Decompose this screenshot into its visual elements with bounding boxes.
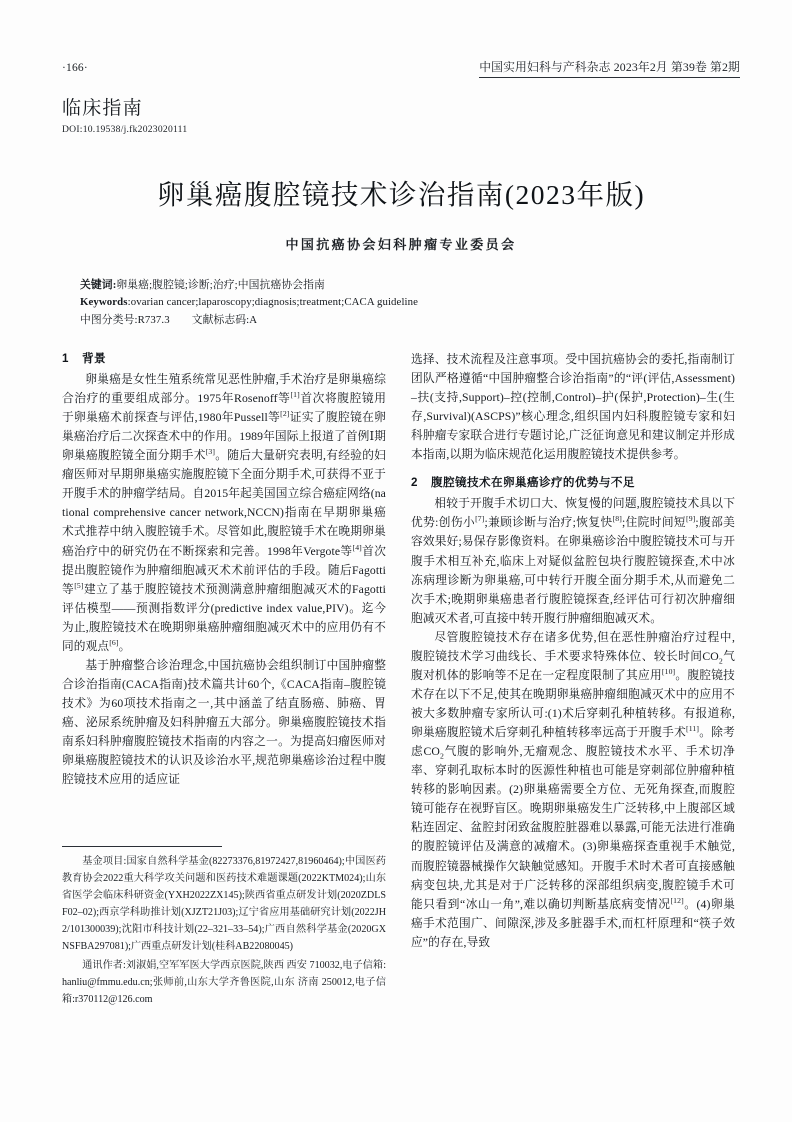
text-run: 。 <box>118 639 131 653</box>
footnote-correspondence <box>62 958 386 1009</box>
text-run: 气腹的影响外,无瘤观念、腹腔镜技术水平、手术切净率、穿刺孔取标本时的医源性种植也可能是穿刺部位肿瘤种植转移的影响因素。(2)卵巢癌需要全方位、无死角探查,而腹腔镜可能存在视野盲区。晚期卵巢癌发生广泛转移,中上腹部区域粘连固定、盆腔封闭致盆腹腔脏器难以暴露,可能无法进行准确的腹腔镜评估及满意的减瘤术。(3)卵巢癌探查重视手术触觉,而腹腔镜器械操作欠缺触觉感知。开腹手术时术者可直接感触病变包块,尤其是对于广泛转移的深部组织病变,腹腔镜手术可能只看到“冰山一角”,难以确切判断基底病变情况 <box>411 745 735 911</box>
text-run: 证实了腹腔镜在卵巢癌治疗后二次探查术中的作用。1989年国际上报道了首例Ⅰ期卵巢癌腹腔镜全面分期手术 <box>62 411 386 463</box>
keywords-en-value: :ovarian cancer;laparoscopy;diagnosis;treatment;CACA guideline <box>127 296 419 309</box>
article-category-block <box>62 98 187 135</box>
keywords-cn-value: 卵巢癌;腹腔镜;诊断;治疗;中国抗癌协会指南 <box>116 279 325 291</box>
text-run: 。随后大量研究表明,有经验的妇瘤医师对早期卵巢癌实施腹腔镜下全面分期手术,可获得不亚于开腹手术的肿瘤学结局。自2015年起美国国立综合癌症网络(national comprehensive cancer network,NCCN)指南在早期卵巢癌术式推荐中纳入腹腔镜手术。尽管如此,腹腔镜手术在晚期卵巢癌治疗中的研究仍在不断探索和完善。1998年Vergote等 <box>62 449 386 558</box>
doc-code-label: 文献标志码: <box>191 313 250 326</box>
footnote-correspondence-label: 通讯作者: <box>82 959 126 971</box>
footnote-funding <box>62 854 386 956</box>
page-title: 卵巢癌腹腔镜技术诊治指南(2023年版) <box>156 179 646 210</box>
journal-issue-line: 中国实用妇科与产科杂志 2023年2月 第39卷 第2期 <box>479 58 740 78</box>
column-left <box>62 350 386 789</box>
citation-ref: [4] <box>352 542 362 552</box>
section-title: 腹腔镜技术在卵巢癌诊疗的优势与不足 <box>431 476 635 490</box>
text-run: 尽管腹腔镜技术存在诸多优势,但在恶性肿瘤治疗过程中,腹腔镜技术学习曲线长、手术要求特殊体位、较长时间CO <box>411 630 735 663</box>
text-run: 气腹对机体的影响等不足在一定程度限制了其应用 <box>411 649 736 682</box>
citation-ref: [6] <box>109 637 119 647</box>
column-right <box>411 350 735 952</box>
text-run: ;住院时间短 <box>621 516 686 530</box>
paragraph-advantages-2 <box>411 628 735 952</box>
text-run: 建立了基于腹腔镜技术预测满意肿瘤细胞减灭术的Fagotti评估模型——预测指数评分(predictive index value,PIV)。迄今为止,腹腔镜技术在晚期卵巢癌肿瘤细胞减灭术中的应用仍有不同的观点 <box>62 582 386 653</box>
section-heading-advantages <box>411 474 735 492</box>
footnote-correspondence-text: 刘淑娟,空军军医大学西京医院,陕西 西安 710032,电子信箱:hanliu@fmmu.edu.cn;张师前,山东大学齐鲁医院,山东 济南 250012,电子信箱:r370112@126.com <box>62 959 386 1005</box>
citation-ref: [9] <box>686 514 696 524</box>
citation-ref: [1] <box>290 390 300 400</box>
paragraph-advantages-1 <box>411 494 735 627</box>
citation-ref: [5] <box>74 580 84 590</box>
citation-ref: [12] <box>670 895 684 905</box>
footnote-block <box>62 846 386 1011</box>
clc-label: 中图分类号: <box>80 313 138 326</box>
author-affiliation: 中国抗癌协会妇科肿瘤专业委员会 <box>285 237 517 253</box>
text-run: 首次提出腹腔镜作为肿瘤细胞减灭术术前评估的手段。随后Fagotti等 <box>62 544 386 596</box>
citation-ref: [8] <box>612 514 622 524</box>
citation-ref: [3] <box>205 447 216 457</box>
subscript-run: 2 <box>718 656 723 666</box>
text-run: 首次将腹腔镜用于卵巢癌术前探查与评估,1980年Pussell等 <box>62 392 387 425</box>
doi-label: DOI:10.19538/j.fk2023020111 <box>62 123 188 135</box>
text-run: 卵巢癌是女性生殖系统常见恶性肿瘤,手术治疗是卵巢癌综合治疗的重要组成部分。1975年Rosenoff等 <box>62 372 386 406</box>
text-run: 相较于开腹手术切口大、恢复慢的问题,腹腔镜技术具以下优势:创伤小 <box>411 497 735 530</box>
text-run: 。(4)卵巢癌手术范围广、间隙深,涉及多脏器手术,而杠杆原理和“筷子效应”的存在,导致 <box>411 897 735 949</box>
footnote-rule <box>62 846 222 847</box>
text-run: 。除考虑CO <box>411 726 735 759</box>
title-block <box>62 178 740 253</box>
section-number: 1 <box>62 352 69 365</box>
citation-ref: [10] <box>661 667 676 677</box>
article-metadata <box>80 277 732 329</box>
keywords-cn-row <box>80 277 732 294</box>
clc-value: R737.3 <box>137 313 170 326</box>
paragraph-background-2-continued: 选择、技术流程及注意事项。受中国抗癌协会的委托,指南制订团队严格遵循“中国肿瘤整合诊治指南”的“评(评估,Assessment)–扶(支持,Support)–控(控制,Control)–护(保护,Protection)–生(生存,Survival)(ASCPS)”核心理念,组织国内妇科腹腔镜专家和妇科肿瘤专家联合进行专题讨论,广泛征询意见和建议制定并形成本指南,以期为临床规范化运用腹腔镜技术提供参考。 <box>411 353 735 462</box>
citation-ref: [7] <box>475 514 485 524</box>
doc-code-value: A <box>249 313 258 326</box>
citation-ref: [11] <box>686 724 700 734</box>
keywords-en-row <box>80 294 732 311</box>
section-title: 背景 <box>82 352 106 365</box>
footnote-funding-label: 基金项目: <box>82 856 127 867</box>
page-folio: ·166· <box>62 62 88 74</box>
running-head <box>62 58 740 80</box>
keywords-en-label: Keywords <box>80 296 128 309</box>
section-number: 2 <box>411 476 418 490</box>
text-run: 。腹腔镜技术存在以下不足,使其在晚期卵巢癌肿瘤细胞减灭术中的应用不被大多数肿瘤专家所认可:(1)术后穿刺孔种植转移。有报道称,卵巢癌腹腔镜术后穿刺孔种植转移率远高于开腹手术 <box>411 668 735 740</box>
keywords-cn-label: 关键词: <box>80 279 117 291</box>
paragraph-background-1 <box>62 370 386 656</box>
text-run: ;腹部美容效果好;易保存影像资料。在卵巢癌诊治中腹腔镜技术可与开腹手术相互补充,临床上对疑似盆腔包块行腹腔镜探查,术中冰冻病理诊断为卵巢癌,可中转行开腹全面分期手术,从而避免二次手术;晚期卵巢癌患者行腹腔镜探查,经评估可行初次肿瘤细胞减灭术者,可直接中转开腹行肿瘤细胞减灭术。 <box>411 516 735 625</box>
section-heading-background <box>62 350 386 368</box>
subscript-run: 2 <box>439 751 444 761</box>
footnote-funding-text: 国家自然科学基金(82273376,81972427,81960464);中国医药教育协会2022重大科学攻关问题和医药技术难题课题(2022KTM024);山东省医学会临床科研资金(YXH2022ZX145);陕西省重点研发计划(2020ZDLSF02–02);西京学科助推计划(XJZT21J03);辽宁省应用基础研究计划(2022JH2/101300039);沈阳市科技计划(22–321–33–54);广西自然科学基金(2020GXNSFBA297081);广西重点研发计划(桂科AB22080045) <box>62 856 386 952</box>
article-category-label: 临床指南 <box>62 98 143 119</box>
text-run: ;兼顾诊断与治疗;恢复快 <box>484 516 613 530</box>
classification-row <box>80 312 732 329</box>
paragraph-background-2: 基于肿瘤整合诊治理念,中国抗癌协会组织制订中国肿瘤整合诊治指南(CACA指南)技术篇共计60个,《CACA指南–腹腔镜技术》为60项技术指南之一,其中涵盖了结直肠癌、肺癌、胃癌、泌尿系统肿瘤及妇科肿瘤五大部分。卵巢癌腹腔镜技术指南系妇科肿瘤腹腔镜技术指南的内容之一。为提高妇瘤医师对卵巢癌腹腔镜技术的认识及诊治水平,规范卵巢癌诊治过程中腹腔镜技术应用的适应证 <box>62 658 386 787</box>
citation-ref: [2] <box>280 409 290 419</box>
